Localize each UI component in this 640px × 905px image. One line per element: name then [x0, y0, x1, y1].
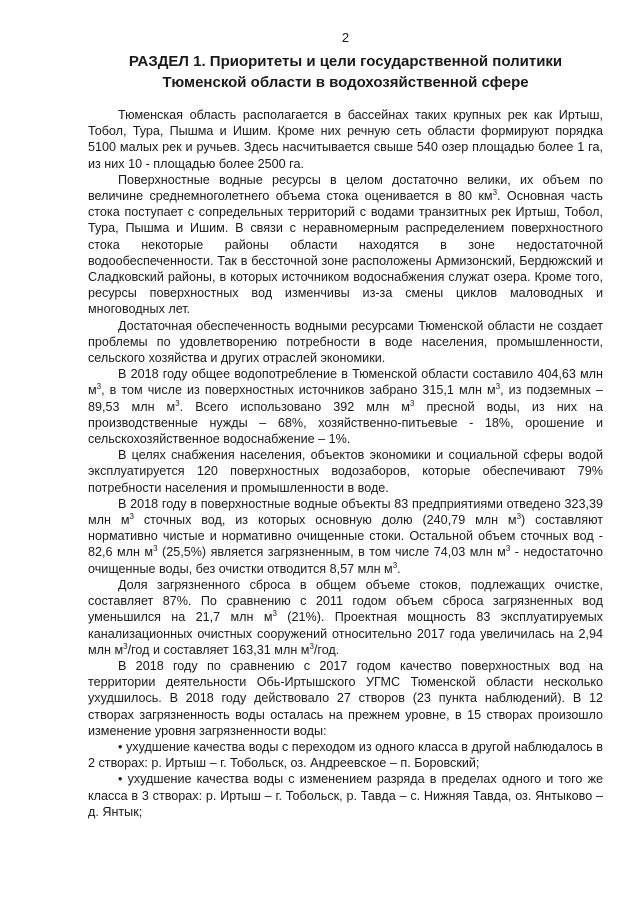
section-heading-line-1: РАЗДЕЛ 1. Приоритеты и цели государственной политики — [128, 53, 563, 70]
bullet-icon: • — [118, 739, 123, 754]
paragraph-surface-resources: Поверхностные водные ресурсы в целом достаточно велики, их объем по величине среднемноголетнего объема стока оценивается в 80 $км^3$. Основная часть стока поступает с сопредельных территорий с водами транзитных рек Иртыш, Тобол, Тура, Пышма и Ишим. В связи с неравномерным распределением поверхностного стока некоторые районы области находятся в зоне недостаточной водообеспеченности. Так в бессточной зоне расположены Армизонский, Бердюжский и Сладковский районы, в которых источником водоснабжения служат озера. Кроме того, ресурсы поверхностных вод изменчивы из-за смены циклов маловодных и многоводных лет. — [88, 172, 603, 317]
section-heading — [88, 51, 603, 93]
paragraph-wastewater: В 2018 году в поверхностные водные объекты 83 предприятиями отведено 323,39 млн $м^3$ сточных вод, из которых основную долю (240,79 млн $м^3$) составляют нормативно чистые и нормативно очищенные стоки. Остальной объем сточных вод - 82,6 млн $м^3$ (25,5%) является загрязненным, в том числе 74,03 млн $м^3$ - недостаточно очищенные воды, без очистки отводится 8,57 млн $м^3$. — [88, 496, 604, 576]
paragraph-water-intakes: В целях снабжения населения, объектов экономики и социальной сферы водой эксплуатируется 120 поверхностных водозаборов, которые обеспечивают 79% потребности населения и промышленности в воде. — [88, 448, 603, 495]
paragraph-rivers: Тюменская область располагается в бассейнах таких крупных рек как Иртыш, Тобол, Тура, Пышма и Ишим. Кроме них речную сеть области формируют порядка 5100 малых рек и ручьев. Здесь насчитывается свыше 540 озер площадью более 1 га, из них 10 - площадью более 2500 га. — [88, 108, 603, 171]
paragraph-polluted-discharge: Доля загрязненного сброса в общем объеме стоков, подлежащих очистке, составляет 87%. По сравнению с 2011 годом объем сброса загрязненных вод уменьшился на 21,7 млн $м^3$ (21%). Проектная мощность 83 эксплуатируемых канализационных очистных сооружений относительно 2017 года увеличилась на 2,94 млн $м^3$/год и составляет 163,31 млн $м^3$/год. — [88, 577, 603, 657]
bullet-icon: • — [118, 772, 123, 787]
paragraph-water-quality: В 2018 году по сравнению с 2017 годом качество поверхностных вод на территории деятельности Обь-Иртышского УГМС Тюменской области несколько ухудшилось. В 2018 году действовало 27 створов (23 пункта наблюдений). В 12 створах загрязненность воды осталась на прежнем уровне, в 15 створах произошло изменение уровня загрязненности воды: — [88, 658, 603, 738]
paragraph-water-consumption: В 2018 году общее водопотребление в Тюменской области составило 404,63 млн $м^3$, в том числе из поверхностных источников забрано 315,1 млн $м^3$, из подземных – 89,53 млн $м^3$. Всего использовано 392 млн $м^3$ пресной воды, из них на производственные нужды – 68%, хозяйственно-питьевые - 18%, орошение и сельскохозяйственное водоснабжение – 1%. — [88, 367, 603, 447]
list-item: • ухудшение качества воды с переходом из одного класса в другой наблюдалось в 2 створах: р. Иртыш – г. Тобольск, оз. Андреевское – п. Боровский; — [88, 739, 603, 771]
paragraph-water-supply: Достаточная обеспеченность водными ресурсами Тюменской области не создает проблемы по удовлетворению потребности в воде населения, промышленности, сельского хозяйства и других отраслей экономики. — [88, 318, 603, 366]
page-number: 2 — [341, 30, 350, 45]
document-page — [88, 30, 603, 820]
section-heading-line-2: Тюменской области в водохозяйственной сфере — [162, 74, 529, 91]
list-item: • ухудшение качества воды с изменением разряда в пределах одного и того же класса в 3 створах: р. Иртыш – г. Тобольск, р. Тавда – с. Нижняя Тавда, оз. Янтыково – д. Янтык; — [88, 772, 603, 819]
